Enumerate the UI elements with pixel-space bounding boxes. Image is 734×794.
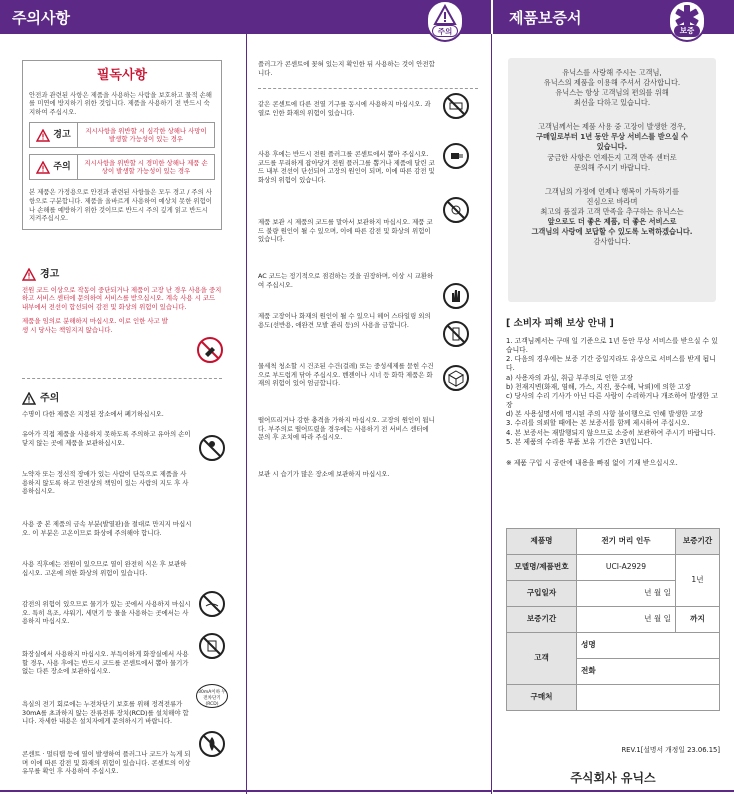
compensation-note: ※ 제품 구입 시 공란에 내용을 빠짐 없이 기재 받으십시오. bbox=[506, 458, 678, 467]
caution-item: 화장실에서 사용하지 마십시오. 부득이하게 화장실에서 사용할 경우, 사용 후에는 반드시 코드를 콘센트에서 뽑아 물기가 없는 다른 장소에 보관하십시오. bbox=[22, 650, 189, 676]
caution-item: 사용 직후에는 전원이 있으므로 열이 완전히 식은 후 보관하십시오. 고온에 의한 화상의 위험이 있습니다. bbox=[22, 560, 187, 577]
no-fire-icon bbox=[198, 730, 226, 758]
no-multi-plug-icon bbox=[442, 92, 470, 120]
message-line: 그객님의 가정에 언제나 행복이 가득하기를 bbox=[544, 186, 680, 196]
warranty-table bbox=[506, 528, 720, 711]
compensation-item: d) 본 사용설명서에 명시된 주의 사항 불이행으로 인해 발생한 고장 bbox=[506, 410, 704, 419]
compensation-section bbox=[506, 318, 720, 468]
warranty-badge bbox=[668, 0, 706, 42]
revision-note: REV.1[설명서 개정일 23.06.15] bbox=[621, 746, 720, 754]
page-title-caution: 주의사항 bbox=[12, 9, 70, 27]
no-coil-cord-icon bbox=[442, 196, 470, 224]
caution-item: 유아가 직접 제품을 사용하지 못하도록 주의하고 유아의 손이 닿지 않는 곳에 제품을 보관하십시오. bbox=[22, 430, 191, 447]
mustread-outro: 본 제품은 가정용으로 안전과 관련된 사항들은 모두 경고 / 주의 사항으로 구분합니다. 제품을 올바르게 사용하여 예상치 못한 위험이나 손해를 예방하기 위한 것이므로 반드시 주의 깊게 읽고 반드시 지켜주십시오. bbox=[29, 188, 212, 223]
period-value: 1년 bbox=[676, 555, 720, 607]
phone-label: 전화 bbox=[581, 666, 596, 676]
message-line: 최고의 품질과 고객 만족을 추구하는 유닉스는 bbox=[540, 206, 684, 216]
compensation-item: 2. 다음의 경우에는 보증 기간 중일지라도 유상으로 서비스를 받게 됩니다. bbox=[506, 355, 716, 373]
caution-triangle-icon bbox=[36, 161, 50, 174]
warning-item: 제품을 임의로 분해하지 마십시오. 이로 인한 사고 발생 시 당사는 책임지지 않습니다. bbox=[22, 317, 168, 335]
middle-item: 플러그가 콘센트에 꽂혀 있는지 확인한 뒤 사용하는 것이 안전합니다. bbox=[258, 60, 435, 77]
warning-triangle-icon bbox=[433, 4, 457, 26]
warranty-period-field[interactable]: 년 월 일 bbox=[577, 607, 676, 633]
phone-field[interactable] bbox=[577, 659, 720, 685]
message-line: 진심으로 바라며 bbox=[586, 196, 638, 206]
store-label: 구매처 bbox=[507, 685, 577, 711]
no-disassemble-icon bbox=[196, 336, 224, 364]
model-label: 모델명/제품번호 bbox=[507, 555, 577, 581]
warning-triangle-icon bbox=[22, 268, 36, 281]
message-line: 문의해 주시기 바랍니다. bbox=[573, 162, 651, 172]
caution-item: 노약자 또는 정신적 장애가 있는 사람이 단독으로 제품을 사용하지 않도록 하고 안전상의 책임이 있는 사람의 지도 후 사용하십시오. bbox=[22, 470, 189, 496]
name-label: 성명 bbox=[581, 640, 596, 650]
compensation-title: [ 소비자 피해 보상 안내 ] bbox=[506, 318, 614, 329]
no-water-icon bbox=[198, 590, 226, 618]
caution-definition-row bbox=[29, 154, 215, 180]
warning-item: 전원 코드 이상으로 작동이 중단되거나 제품이 고장 난 경우 사용을 중지하고 서비스 센터에 문의하여 서비스를 받으십시오. 계속 사용 시 코드 내부에서 전선이 합선되어 감전 및 화상의 위험이 있습니다. bbox=[22, 285, 222, 311]
rcd-icon bbox=[196, 684, 228, 708]
product-name-label: 제품명 bbox=[507, 529, 577, 555]
caution-item: 수명이 다한 제품은 지정된 장소에서 폐기하십시오. bbox=[22, 409, 164, 418]
caution-item: 콘센트 · 멀티탭 등에 열이 발생하여 플러그나 코드가 녹게 되며 이에 따른 감전 및 화재의 위험이 있습니다. 콘센트의 이상 유무를 확인 후 사용하여 주십시오. bbox=[22, 750, 191, 776]
rcd-label: 30mA이하 누전차단기(RCD) bbox=[198, 690, 226, 707]
message-line: 유닉스를 사랑해 주시는 고객님, bbox=[562, 68, 662, 77]
product-name-value: 전기 머리 인두 bbox=[577, 529, 676, 555]
compensation-item: b) 천재지변(화재, 염해, 가스, 지진, 풍수해, 낙뢰)에 의한 고장 bbox=[506, 382, 691, 391]
bottom-rule-right bbox=[493, 790, 734, 792]
mustread-intro: 안전과 관련된 사항은 제품을 사용하는 사람을 보호하고 물적 손해를 미연에 방지하기 위한 것입니다. 제품을 사용하기 전 반드시 숙지하여 주십시오. bbox=[29, 90, 212, 116]
warning-section-title: 경고 bbox=[40, 269, 60, 280]
middle-column bbox=[258, 60, 436, 489]
customer-message-box bbox=[508, 58, 716, 302]
caution-item: 감전의 위험이 있으므로 물기가 있는 곳에서 사용하지 마십시오. 특히 욕조, 샤워기, 세면기 등 물을 사용하는 곳에서는 사용하지 마십시오. bbox=[22, 600, 191, 626]
compensation-item: c) 당사의 수리 기사가 아닌 다른 사람이 수리하거나 개조하여 발생한 고장 bbox=[506, 391, 718, 410]
column-divider-2 bbox=[491, 34, 492, 794]
period-header: 보증기간 bbox=[676, 529, 720, 555]
header-bar-left bbox=[0, 0, 491, 34]
caution-section bbox=[22, 392, 192, 786]
store-field[interactable] bbox=[577, 685, 720, 711]
warning-label: 경고 bbox=[53, 130, 71, 141]
message-line: 감사합니다. bbox=[593, 237, 631, 247]
compensation-item: 4. 본 보증서는 재발행되지 않으므로 소중히 보관하여 주시기 바랍니다. bbox=[506, 428, 716, 437]
caution-section-title: 주의 bbox=[40, 393, 60, 404]
page-title-warranty: 제품보증서 bbox=[509, 9, 582, 27]
model-value: UCI-A2929 bbox=[577, 555, 676, 581]
warranty-period-label: 보증기간 bbox=[507, 607, 577, 633]
message-line: 고객님께서는 제품 사용 중 고장이 발생한 경우, bbox=[538, 122, 686, 132]
caution-item: 욕실의 전기 회로에는 누전차단기 보호를 위해 정격전류가 30mA를 초과하지 않는 잔류전류 장치(RCD)를 설치해야 합니다. 자세한 내용은 설치자에게 문의하시기 바랍니다. bbox=[22, 700, 189, 726]
caution-label: 주의 bbox=[53, 162, 71, 173]
warning-section bbox=[22, 268, 222, 345]
purchase-date-field[interactable]: 년 월 일 bbox=[577, 581, 676, 607]
message-line: 그객님의 사랑에 보답할 수 있도록 노력하겠습니다. bbox=[531, 227, 693, 237]
name-field[interactable] bbox=[577, 633, 720, 659]
no-chemicals-icon bbox=[442, 320, 470, 348]
message-line: 유닉스의 제품을 이용해 주셔서 감사합니다. bbox=[543, 78, 681, 88]
compensation-item: 1. 고객님께서는 구매 일 기준으로 1년 동안 무상 서비스를 받으실 수 있습니다. bbox=[506, 336, 718, 354]
middle-item: 물세척 청소할 시 건조된 수건(걸레) 또는 중성세제를 묻힌 수건으로 부드럽게 닦아 주십시오. 벤젠이나 시너 등 화학 제품은 화재의 위험이 있어 엄금합니다. bbox=[258, 362, 434, 388]
compensation-item: a) 사용자의 과실, 취급 부주의로 인한 고장 bbox=[506, 373, 633, 382]
unplug-icon bbox=[442, 142, 470, 170]
mustread-box bbox=[22, 60, 222, 230]
middle-item: 사용 후에는 반드시 전원 플러그를 콘센트에서 뽑아 주십시오. 코드를 무리하게 잡아당겨 전원 플러그를 뽑거나 제품에 달린 코드 내부 전선이 단선되어 고장의 원인이 되며, 이에 따른 감전 및 화상의 위험이 있습니다. bbox=[258, 150, 435, 184]
warranty-badge-label: 보증 bbox=[674, 25, 700, 37]
purchase-date-label: 구입일자 bbox=[507, 581, 577, 607]
middle-item: 같은 콘센트에 다른 전열 기구를 동시에 사용하지 마십시오. 과열로 인한 화재의 위험이 있습니다. bbox=[258, 100, 431, 117]
caution-item: 사용 중 본 제품의 금속 부분(발열판)을 절대로 만지지 마십시오. 이 부분은 고온이므로 화상에 주의해야 합니다. bbox=[22, 520, 192, 537]
message-line: 최선을 다하고 있습니다. bbox=[573, 98, 651, 108]
no-children-icon bbox=[198, 434, 226, 462]
mustread-title: 필독사항 bbox=[96, 68, 148, 83]
middle-item: 제품 고장이나 화재의 원인이 될 수 있으니 헤어 스타일링 외의 용도(선반용, 애완견 모발 관리 등)의 사용을 금합니다. bbox=[258, 312, 431, 329]
company-name: 주식회사 유닉스 bbox=[570, 771, 656, 785]
message-line: 있습니다. bbox=[596, 142, 628, 152]
caution-badge-label: 주의 bbox=[432, 25, 458, 37]
fragile-box-icon bbox=[442, 364, 470, 392]
caution-triangle-icon bbox=[22, 392, 36, 405]
middle-item: 떨어뜨리거나 강한 충격을 가하지 마십시오. 고장의 원인이 됩니다. 부주의로 떨어뜨렸을 경우에는 사용하기 전 서비스 센터에 문의 후 조치에 따라 주십시오. bbox=[258, 416, 435, 442]
warning-definition-row bbox=[29, 122, 215, 148]
message-line: 유닉스는 항상 고객님의 편의를 위해 bbox=[555, 88, 669, 98]
column-divider-1 bbox=[246, 34, 247, 794]
no-bathroom-icon bbox=[198, 632, 226, 660]
divider bbox=[22, 378, 222, 379]
message-line: 앞으로도 더 좋은 제품, 더 좋은 서비스로 bbox=[547, 216, 677, 226]
middle-item: AC 코드는 정기적으로 점검하는 것을 권장하며, 이상 시 교환하여 주십시오. bbox=[258, 272, 434, 289]
hand-stop-icon bbox=[442, 282, 470, 310]
warning-triangle-icon bbox=[36, 129, 50, 142]
middle-item: 제품 보관 시 제품의 코드를 말아서 보관하지 마십시오. 제품 코드 불량 원인이 될 수 있으며, 이에 따른 감전 및 화상의 위험이 있습니다. bbox=[258, 218, 433, 244]
warning-description: 지시사항을 위반할 시 심각한 상해나 사망이 발생할 가능성이 있는 경우 bbox=[85, 126, 207, 144]
bottom-rule-left bbox=[0, 790, 491, 792]
customer-label: 고객 bbox=[507, 633, 577, 685]
caution-badge bbox=[426, 0, 464, 42]
middle-item: 보관 시 습기가 많은 장소에 보관하지 마십시오. bbox=[258, 470, 390, 478]
compensation-item: 5. 본 제품의 수리용 부품 보유 기간은 3년입니다. bbox=[506, 437, 653, 446]
until-label: 까지 bbox=[676, 607, 720, 633]
message-line: 구매일로부터 1년 동안 무상 서비스를 받으실 수 bbox=[536, 132, 688, 142]
compensation-item: 3. 수리를 의뢰할 때에는 본 보증서를 함께 제시하여 주십시오. bbox=[506, 419, 690, 428]
caution-description: 지시사항을 위반할 시 경미한 상해나 제품 손상이 발생할 가능성이 있는 경우 bbox=[84, 158, 208, 176]
message-line: 궁금한 사항은 언제든지 고객 만족 센터로 bbox=[547, 152, 677, 162]
